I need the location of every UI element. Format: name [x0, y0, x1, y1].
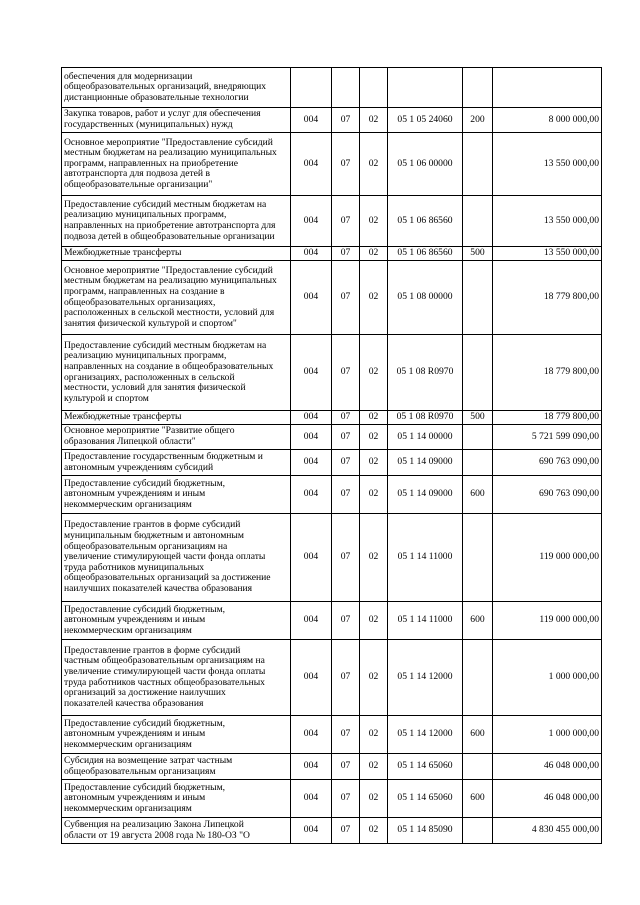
table-row [62, 818, 602, 844]
table-row [62, 196, 602, 247]
amount-cell: 119 000 000,00 [493, 514, 602, 602]
admin-code-cell: 004 [291, 411, 332, 425]
expense-type-cell [463, 261, 493, 335]
table-row [62, 133, 602, 196]
expense-type-cell [463, 450, 493, 476]
line-item-name: Предоставление грантов в форме субсидий частным общеобразовательным организациям на увеличение стимулирующей части фонда оплаты труда работников частных общеобразовательных организаций за достижение наилучших показателей качества образования [62, 640, 291, 716]
subsection-code-cell: 02 [360, 425, 388, 450]
table-row [62, 247, 602, 261]
amount-cell: 1 000 000,00 [493, 640, 602, 716]
section-code-cell: 07 [332, 261, 360, 335]
section-code-cell: 07 [332, 133, 360, 196]
admin-code-cell: 004 [291, 640, 332, 716]
table-row [62, 261, 602, 335]
admin-code-cell: 004 [291, 108, 332, 133]
target-article-cell: 05 1 06 00000 [388, 133, 463, 196]
line-item-name: Основное мероприятие "Развитие общего образования Липецкой области" [62, 425, 291, 450]
section-code-cell: 07 [332, 514, 360, 602]
line-item-name: Предоставление субсидий бюджетным, автономным учреждениям и иным некоммерческим организациям [62, 476, 291, 514]
expense-type-cell: 500 [463, 247, 493, 261]
table-row [62, 68, 602, 108]
target-article-cell: 05 1 14 11000 [388, 602, 463, 640]
target-article-cell: 05 1 08 00000 [388, 261, 463, 335]
line-item-name: Предоставление субсидий бюджетным, автономным учреждениям и иным некоммерческим организациям [62, 602, 291, 640]
line-item-name: Предоставление грантов в форме субсидий муниципальным бюджетным и автономным общеобразовательным организациям на увеличение стимулирующей части фонда оплаты труда работников муниципальных общеобразовательных организаций за достижение наилучших показателей качества образования [62, 514, 291, 602]
section-code-cell: 07 [332, 640, 360, 716]
amount-cell: 18 779 800,00 [493, 411, 602, 425]
table-row [62, 514, 602, 602]
table-row [62, 108, 602, 133]
section-code-cell: 07 [332, 108, 360, 133]
target-article-cell: 05 1 14 65060 [388, 780, 463, 818]
expense-type-cell: 600 [463, 602, 493, 640]
amount-cell [493, 68, 602, 108]
section-code-cell: 07 [332, 335, 360, 411]
expense-type-cell: 600 [463, 780, 493, 818]
expense-type-cell [463, 133, 493, 196]
subsection-code-cell: 02 [360, 514, 388, 602]
table-row [62, 411, 602, 425]
target-article-cell: 05 1 14 09000 [388, 476, 463, 514]
subsection-code-cell [360, 68, 388, 108]
expense-type-cell [463, 754, 493, 780]
admin-code-cell [291, 68, 332, 108]
table-row [62, 476, 602, 514]
target-article-cell: 05 1 14 85090 [388, 818, 463, 844]
amount-cell: 690 763 090,00 [493, 476, 602, 514]
expense-type-cell [463, 818, 493, 844]
line-item-name: Основное мероприятие "Предоставление субсидий местным бюджетам на реализацию муниципальных программ, направленных на приобретение автотранспорта для подвоза детей в общеобразовательные организации" [62, 133, 291, 196]
target-article-cell: 05 1 14 00000 [388, 425, 463, 450]
subsection-code-cell: 02 [360, 780, 388, 818]
subsection-code-cell: 02 [360, 754, 388, 780]
expense-type-cell [463, 640, 493, 716]
admin-code-cell: 004 [291, 247, 332, 261]
target-article-cell [388, 68, 463, 108]
amount-cell: 46 048 000,00 [493, 780, 602, 818]
admin-code-cell: 004 [291, 335, 332, 411]
section-code-cell: 07 [332, 818, 360, 844]
subsection-code-cell: 02 [360, 247, 388, 261]
expense-type-cell [463, 514, 493, 602]
admin-code-cell: 004 [291, 425, 332, 450]
amount-cell: 13 550 000,00 [493, 247, 602, 261]
expense-type-cell: 600 [463, 716, 493, 754]
line-item-name: Межбюджетные трансферты [62, 247, 291, 261]
expense-type-cell [463, 335, 493, 411]
budget-table [61, 67, 602, 844]
line-item-name: Предоставление субсидий бюджетным, автономным учреждениям и иным некоммерческим организациям [62, 780, 291, 818]
expense-type-cell: 200 [463, 108, 493, 133]
table-row [62, 640, 602, 716]
admin-code-cell: 004 [291, 818, 332, 844]
table-row [62, 754, 602, 780]
section-code-cell: 07 [332, 247, 360, 261]
section-code-cell: 07 [332, 602, 360, 640]
subsection-code-cell: 02 [360, 450, 388, 476]
line-item-name: Предоставление субсидий местным бюджетам на реализацию муниципальных программ, направленных на приобретение автотранспорта для подвоза детей в общеобразовательные организации [62, 196, 291, 247]
table-row [62, 716, 602, 754]
amount-cell: 18 779 800,00 [493, 335, 602, 411]
section-code-cell: 07 [332, 476, 360, 514]
admin-code-cell: 004 [291, 476, 332, 514]
line-item-name: Предоставление государственным бюджетным и автономным учреждениям субсидий [62, 450, 291, 476]
subsection-code-cell: 02 [360, 716, 388, 754]
table-row [62, 780, 602, 818]
admin-code-cell: 004 [291, 602, 332, 640]
line-item-name: Предоставление субсидий бюджетным, автономным учреждениям и иным некоммерческим организациям [62, 716, 291, 754]
amount-cell: 46 048 000,00 [493, 754, 602, 780]
line-item-name: Субвенция на реализацию Закона Липецкой области от 19 августа 2008 года № 180-ОЗ "О [62, 818, 291, 844]
amount-cell: 8 000 000,00 [493, 108, 602, 133]
subsection-code-cell: 02 [360, 133, 388, 196]
amount-cell: 1 000 000,00 [493, 716, 602, 754]
section-code-cell: 07 [332, 780, 360, 818]
subsection-code-cell: 02 [360, 602, 388, 640]
line-item-name: Предоставление субсидий местным бюджетам на реализацию муниципальных программ, направленных на создание в общеобразовательных организациях, расположенных в сельской местности, условий для занятия физической культурой и спортом [62, 335, 291, 411]
section-code-cell: 07 [332, 425, 360, 450]
subsection-code-cell: 02 [360, 261, 388, 335]
section-code-cell: 07 [332, 196, 360, 247]
amount-cell: 5 721 599 090,00 [493, 425, 602, 450]
line-item-name: Межбюджетные трансферты [62, 411, 291, 425]
admin-code-cell: 004 [291, 450, 332, 476]
table-row [62, 335, 602, 411]
table-row [62, 425, 602, 450]
target-article-cell: 05 1 06 86560 [388, 247, 463, 261]
section-code-cell: 07 [332, 754, 360, 780]
subsection-code-cell: 02 [360, 335, 388, 411]
expense-type-cell: 500 [463, 411, 493, 425]
subsection-code-cell: 02 [360, 411, 388, 425]
admin-code-cell: 004 [291, 716, 332, 754]
subsection-code-cell: 02 [360, 108, 388, 133]
target-article-cell: 05 1 14 65060 [388, 754, 463, 780]
amount-cell: 690 763 090,00 [493, 450, 602, 476]
target-article-cell: 05 1 05 24060 [388, 108, 463, 133]
subsection-code-cell: 02 [360, 640, 388, 716]
line-item-name: Основное мероприятие "Предоставление субсидий местным бюджетам на реализацию муниципальных программ, направленных на создание в общеобразовательных организациях, расположенных в сельской местности, условий для занятия физической культурой и спортом" [62, 261, 291, 335]
subsection-code-cell: 02 [360, 196, 388, 247]
section-code-cell [332, 68, 360, 108]
admin-code-cell: 004 [291, 514, 332, 602]
subsection-code-cell: 02 [360, 818, 388, 844]
admin-code-cell: 004 [291, 261, 332, 335]
target-article-cell: 05 1 06 86560 [388, 196, 463, 247]
subsection-code-cell: 02 [360, 476, 388, 514]
budget-table-body [62, 68, 602, 844]
section-code-cell: 07 [332, 450, 360, 476]
line-item-name: Закупка товаров, работ и услуг для обеспечения государственных (муниципальных) нужд [62, 108, 291, 133]
admin-code-cell: 004 [291, 754, 332, 780]
target-article-cell: 05 1 14 12000 [388, 716, 463, 754]
expense-type-cell: 600 [463, 476, 493, 514]
section-code-cell: 07 [332, 716, 360, 754]
target-article-cell: 05 1 08 R0970 [388, 411, 463, 425]
expense-type-cell [463, 68, 493, 108]
target-article-cell: 05 1 08 R0970 [388, 335, 463, 411]
target-article-cell: 05 1 14 12000 [388, 640, 463, 716]
admin-code-cell: 004 [291, 780, 332, 818]
target-article-cell: 05 1 14 09000 [388, 450, 463, 476]
table-row [62, 450, 602, 476]
amount-cell: 4 830 455 000,00 [493, 818, 602, 844]
amount-cell: 18 779 800,00 [493, 261, 602, 335]
admin-code-cell: 004 [291, 196, 332, 247]
line-item-name: обеспечения для модернизации общеобразовательных организаций, внедряющих дистанционные образовательные технологии [62, 68, 291, 108]
target-article-cell: 05 1 14 11000 [388, 514, 463, 602]
line-item-name: Субсидия на возмещение затрат частным общеобразовательным организациям [62, 754, 291, 780]
admin-code-cell: 004 [291, 133, 332, 196]
amount-cell: 13 550 000,00 [493, 133, 602, 196]
table-row [62, 602, 602, 640]
amount-cell: 119 000 000,00 [493, 602, 602, 640]
expense-type-cell [463, 196, 493, 247]
section-code-cell: 07 [332, 411, 360, 425]
expense-type-cell [463, 425, 493, 450]
amount-cell: 13 550 000,00 [493, 196, 602, 247]
